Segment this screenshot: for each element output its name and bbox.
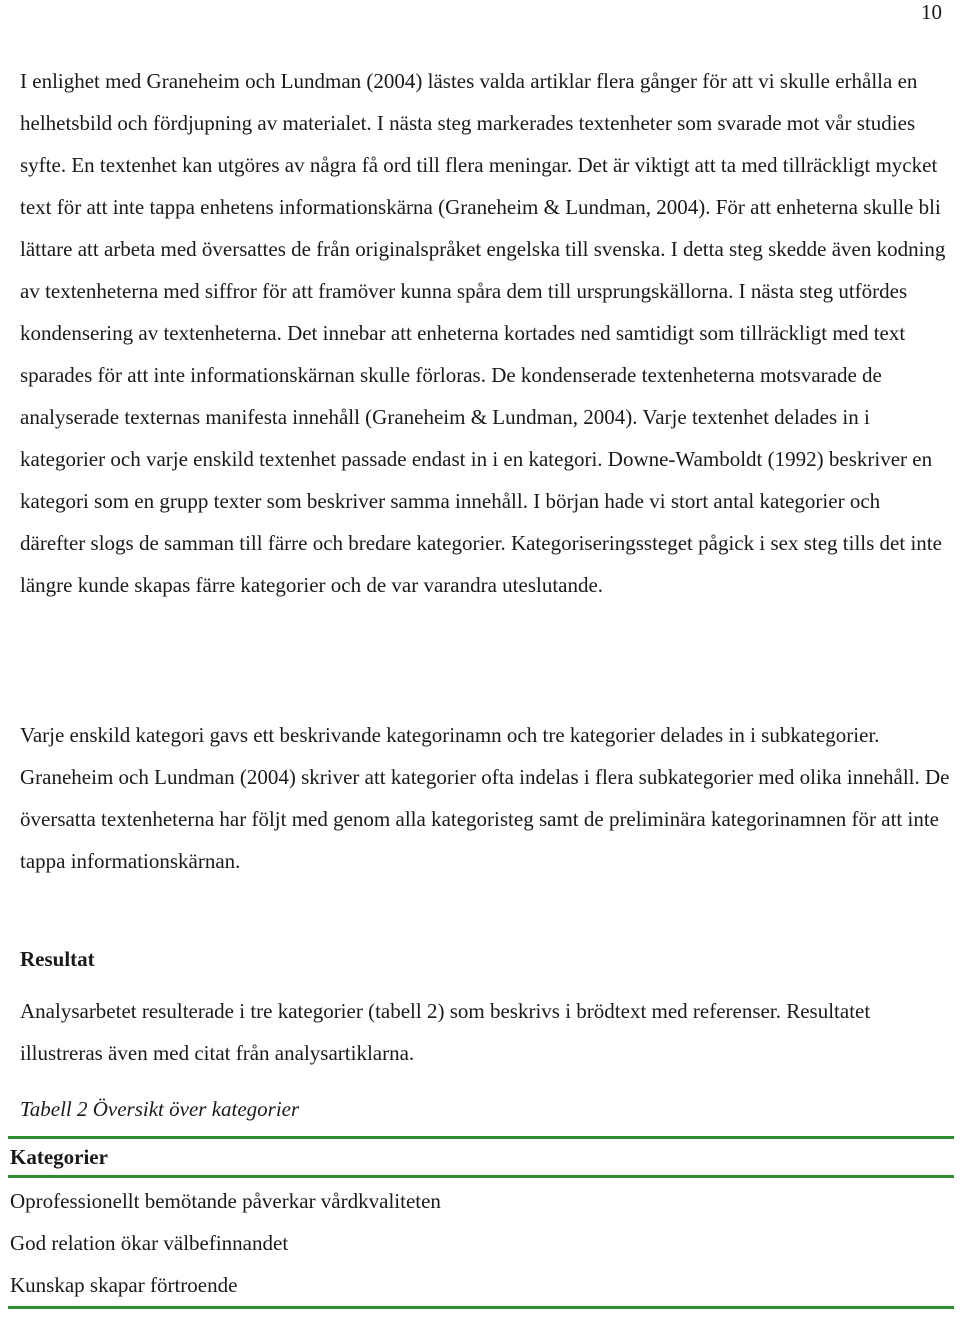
table-row: God relation ökar välbefinnandet bbox=[10, 1231, 289, 1255]
method-paragraph-1: I enlighet med Graneheim och Lundman (2004) lästes valda artiklar flera gånger för att vi skulle erhålla en helhetsbild och fördjupning av materialet. I nästa steg markerades textenheter som svarade mot vår studies syfte. En textenhet kan utgöres av några få ord till flera meningar. Det är viktigt att ta med tillräckligt mycket text för att inte tappa enhetens informationskärna (Graneheim & Lundman, 2004). För att enheterna skulle bli lättare att arbeta med översattes de från originalspråket engelska till svenska. I detta steg skedde även kodning av textenheterna med siffror för att framöver kunna spåra dem till ursprungskällorna. I nästa steg utfördes kondensering av textenheterna. Det innebar att enheterna kortades ned samtidigt som tillräckligt med text sparades för att inte informationskärnan skulle förloras. De kondenserade textenheterna motsvarade de analyserade texternas manifesta innehåll (Graneheim & Lundman, 2004). Varje textenhet delades in i kategorier och varje enskild textenhet passade endast in i en kategori. Downe-Wamboldt (1992) beskriver en kategori som en grupp texter som beskriver samma innehåll. I början hade vi stort antal kategorier och därefter slogs de samman till färre och bredare kategorier. Kategoriseringssteget pågick i sex steg tills det inte längre kunde skapas färre kategorier och de var varandra uteslutande. bbox=[20, 69, 946, 597]
method-paragraph-2: Varje enskild kategori gavs ett beskrivande kategorinamn och tre kategorier delades in i subkategorier. Graneheim och Lundman (2004) skriver att kategorier ofta indelas i flera subkategorier med olika innehåll. De översatta textenheterna har följt med genom alla kategoristeg samt de preliminära kategorinamnen för att inte tappa informationskärnan. bbox=[20, 723, 950, 873]
table-header: Kategorier bbox=[10, 1145, 108, 1169]
table-row: Kunskap skapar förtroende bbox=[10, 1273, 238, 1297]
table-row: Oprofessionellt bemötande påverkar vårdkvaliteten bbox=[10, 1189, 441, 1213]
table-body bbox=[8, 1178, 954, 1306]
results-heading: Resultat bbox=[20, 947, 95, 971]
categories-table bbox=[8, 1136, 954, 1309]
page-number: 10 bbox=[921, 0, 942, 24]
table-bottom-rule bbox=[8, 1306, 954, 1309]
table-caption: Tabell 2 Översikt över kategorier bbox=[20, 1097, 300, 1121]
results-intro-paragraph: Analysarbetet resulterade i tre kategorier (tabell 2) som beskrivs i brödtext med referenser. Resultatet illustreras även med citat från analysartiklarna. bbox=[20, 999, 871, 1065]
